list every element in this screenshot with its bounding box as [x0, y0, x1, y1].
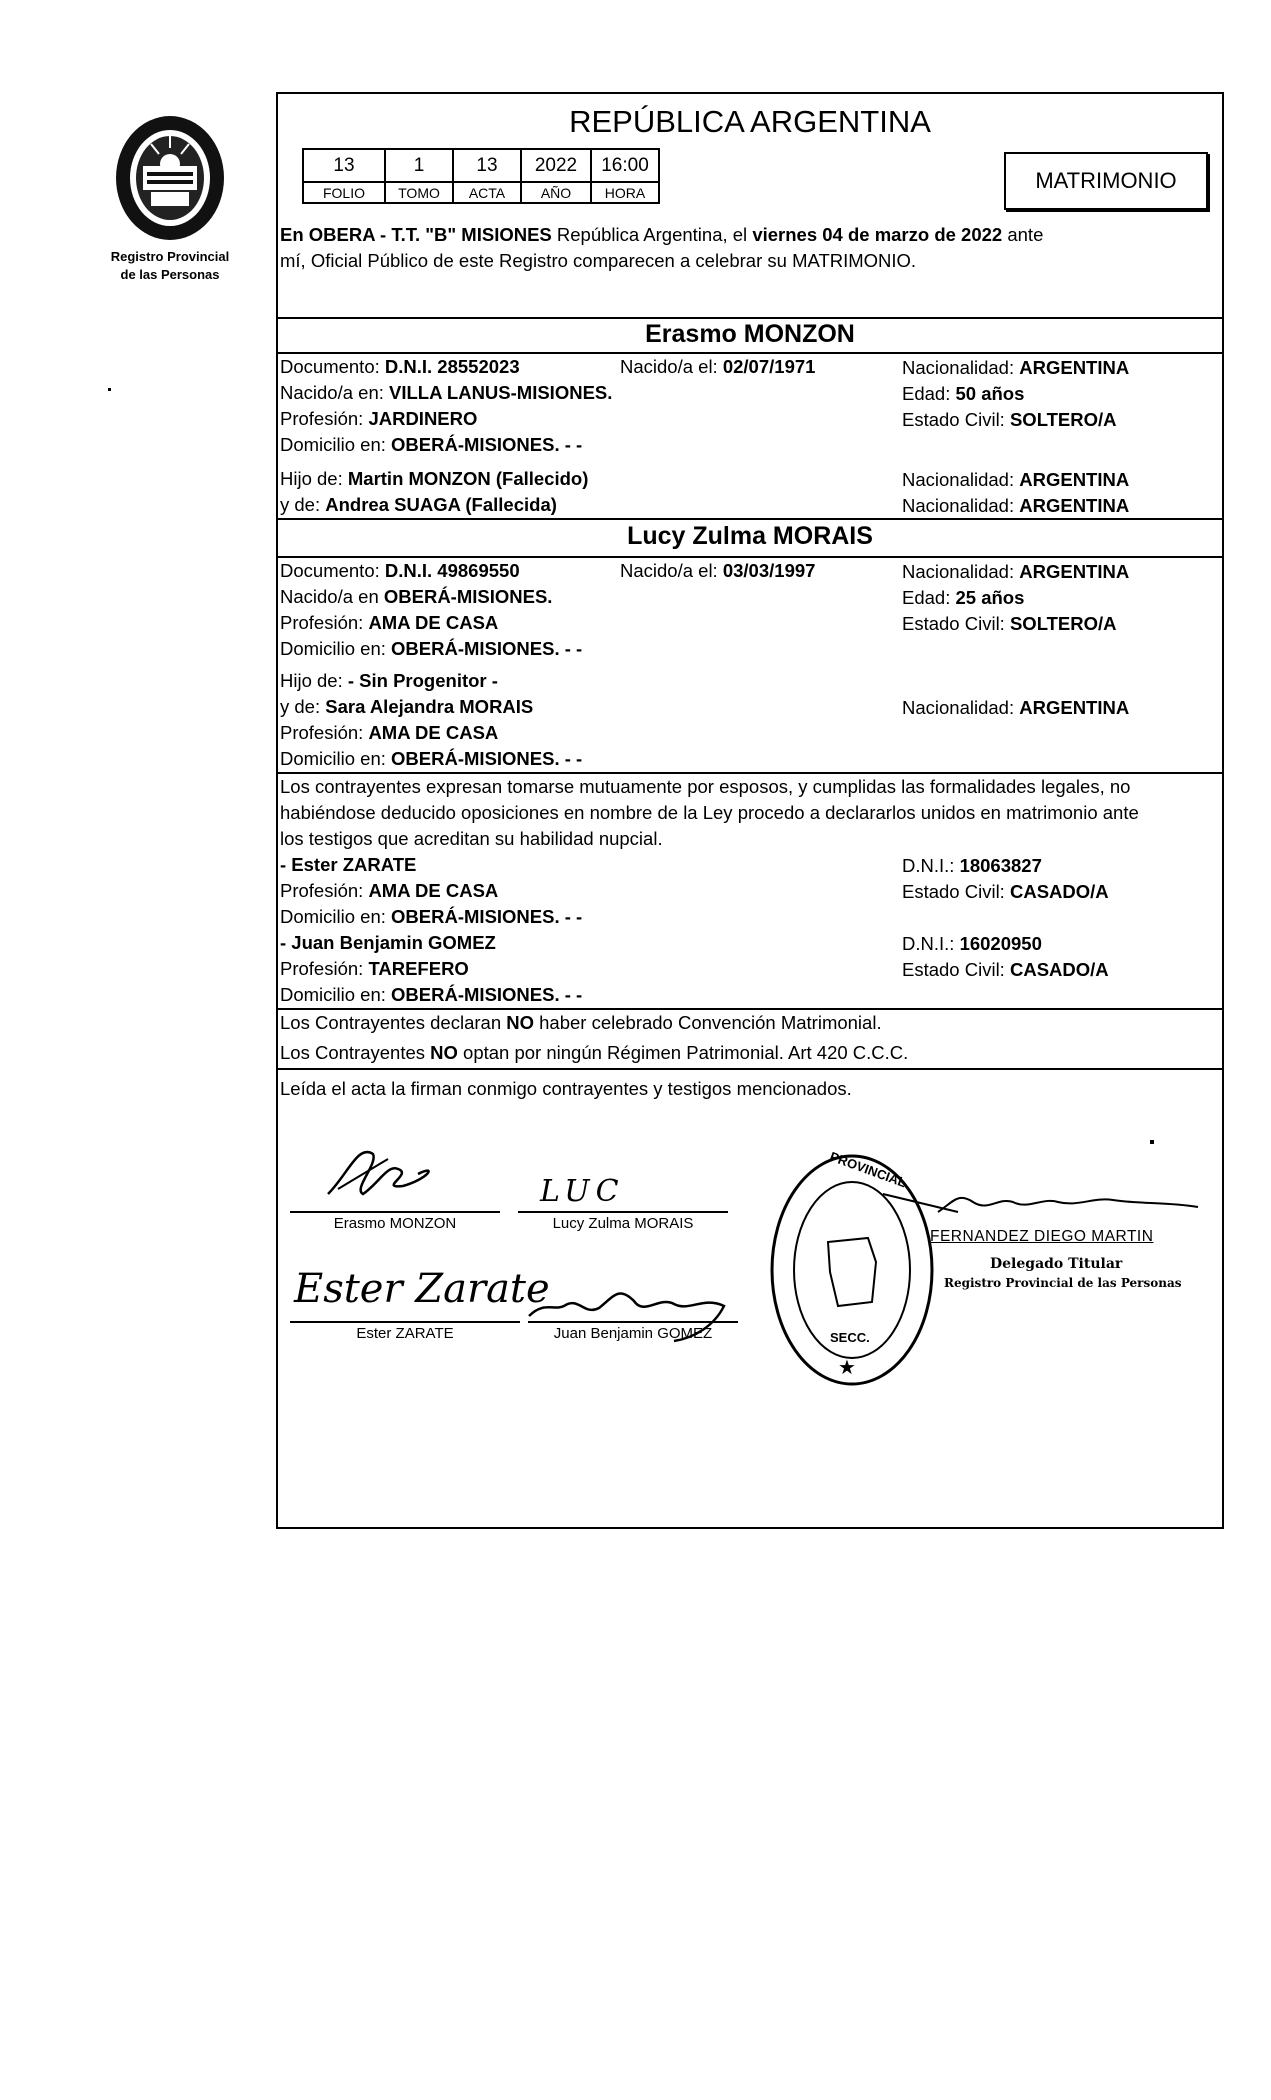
witness-1-signature-label: Ester ZARATE [356, 1325, 454, 1342]
acta-value: 13 [453, 149, 521, 182]
groom-age: Edad: 50 años [902, 383, 1025, 404]
groom-father: Hijo de: Martin MONZON (Fallecido) [280, 468, 589, 489]
acta-label: ACTA [453, 182, 521, 203]
bride-father: Hijo de: - Sin Progenitor - [280, 670, 498, 691]
witness-2-address: Domicilio en: OBERÁ-MISIONES. - - [280, 984, 583, 1005]
convention-line-2: Los Contrayentes NO optan por ningún Régimen Patrimonial. Art 420 C.C.C. [280, 1042, 909, 1063]
org-name-line2: de las Personas [120, 267, 220, 282]
groom-mother: y de: Andrea SUAGA (Fallecida) [280, 494, 557, 515]
groom-document: Documento: D.N.I. 28552023 [280, 356, 520, 377]
ano-label: AÑO [521, 182, 591, 203]
stamp-text: PROVINCIAL [827, 1148, 909, 1191]
witness-1-signature-handwriting: Ester Zarate [294, 1266, 550, 1312]
groom-name: Erasmo MONZON [645, 320, 855, 348]
stamp-text-2: SECC. [830, 1330, 870, 1345]
bride-nationality: Nacionalidad: ARGENTINA [902, 561, 1130, 582]
bride-mother-nationality: Nacionalidad: ARGENTINA [902, 697, 1130, 718]
marriage-certificate [276, 92, 1224, 1529]
bride-document: Documento: D.N.I. 49869550 [280, 560, 520, 581]
bride-mother-address: Domicilio en: OBERÁ-MISIONES. - - [280, 748, 583, 769]
groom-birthplace: Nacido/a en: VILLA LANUS-MISIONES. [280, 382, 613, 403]
intro-line-2: mí, Oficial Público de este Registro comparecen a celebrar su MATRIMONIO. [280, 250, 917, 271]
witness-2-profession: Profesión: TAREFERO [280, 958, 469, 979]
witness-1-profession: Profesión: AMA DE CASA [280, 880, 499, 901]
witness-2-signature-label: Juan Benjamin GOMEZ [553, 1325, 713, 1342]
groom-address: Domicilio en: OBERÁ-MISIONES. - - [280, 434, 583, 455]
bride-civil-status: Estado Civil: SOLTERO/A [902, 613, 1117, 634]
org-name-line1: Registro Provincial [110, 249, 230, 264]
groom-civil-status: Estado Civil: SOLTERO/A [902, 409, 1117, 430]
witness-1-name: - Ester ZARATE [280, 854, 417, 875]
witness-2-dni: D.N.I.: 16020950 [902, 933, 1042, 954]
bride-address: Domicilio en: OBERÁ-MISIONES. - - [280, 638, 583, 659]
officer-name: FERNANDEZ DIEGO MARTIN [930, 1228, 1154, 1245]
witness-2-name: - Juan Benjamin GOMEZ [280, 932, 496, 953]
ano-value: 2022 [521, 149, 591, 182]
tomo-value: 1 [385, 149, 453, 182]
convention-line-1: Los Contrayentes declaran NO haber celebrado Convención Matrimonial. [280, 1012, 882, 1033]
provincial-seal [104, 108, 236, 282]
bride-signature-label: Lucy Zulma MORAIS [552, 1215, 694, 1232]
registry-table [302, 148, 660, 204]
groom-birthdate: Nacido/a el: 02/07/1971 [620, 356, 816, 377]
folio-value: 13 [303, 149, 385, 182]
bride-birthplace: Nacido/a en OBERÁ-MISIONES. [280, 586, 553, 607]
intro-line-1: En OBERA - T.T. "B" MISIONES República Argentina, el viernes 04 de marzo de 2022 ante [280, 224, 1044, 245]
svg-text:★: ★ [838, 1355, 856, 1379]
bride-mother-profession: Profesión: AMA DE CASA [280, 722, 499, 743]
groom-signature-label: Erasmo MONZON [333, 1215, 457, 1232]
document-type-box: MATRIMONIO [1004, 152, 1208, 210]
misiones-coat-of-arms-icon [111, 108, 229, 246]
bride-name: Lucy Zulma MORAIS [627, 522, 873, 550]
stray-dot [1150, 1140, 1154, 1144]
witness-2-civil-status: Estado Civil: CASADO/A [902, 959, 1109, 980]
groom-nationality: Nacionalidad: ARGENTINA [902, 357, 1130, 378]
officer-organization: Registro Provincial de las Personas [944, 1276, 1182, 1290]
bride-age: Edad: 25 años [902, 587, 1025, 608]
tomo-label: TOMO [385, 182, 453, 203]
officer-title: Delegado Titular [990, 1256, 1123, 1272]
statement-line-2: habiéndose deducido oposiciones en nombre de la Ley procedo a declararlos unidos en matrimonio ante [280, 802, 1139, 823]
closing-statement: Leída el acta la firman conmigo contrayentes y testigos mencionados. [280, 1078, 852, 1099]
groom-profession: Profesión: JARDINERO [280, 408, 478, 429]
hora-value: 16:00 [591, 149, 659, 182]
bride-profession: Profesión: AMA DE CASA [280, 612, 499, 633]
witness-1-civil-status: Estado Civil: CASADO/A [902, 881, 1109, 902]
groom-signature-icon [318, 1134, 448, 1214]
witness-1-address: Domicilio en: OBERÁ-MISIONES. - - [280, 906, 583, 927]
hora-label: HORA [591, 182, 659, 203]
groom-father-nationality: Nacionalidad: ARGENTINA [902, 469, 1130, 490]
stray-dot [108, 388, 111, 391]
bride-birthdate: Nacido/a el: 03/03/1997 [620, 560, 816, 581]
country-title: REPÚBLICA ARGENTINA [569, 104, 931, 139]
bride-mother: y de: Sara Alejandra MORAIS [280, 696, 534, 717]
folio-label: FOLIO [303, 182, 385, 203]
officer-signature-icon [878, 1172, 1208, 1232]
witness-1-dni: D.N.I.: 18063827 [902, 855, 1042, 876]
statement-line-3: los testigos que acreditan su habilidad nupcial. [280, 828, 663, 849]
statement-line-1: Los contrayentes expresan tomarse mutuamente por esposos, y cumplidas las formalidades legales, no [280, 776, 1131, 797]
groom-mother-nationality: Nacionalidad: ARGENTINA [902, 495, 1130, 516]
bride-signature-handwriting: LUC [540, 1174, 625, 1209]
